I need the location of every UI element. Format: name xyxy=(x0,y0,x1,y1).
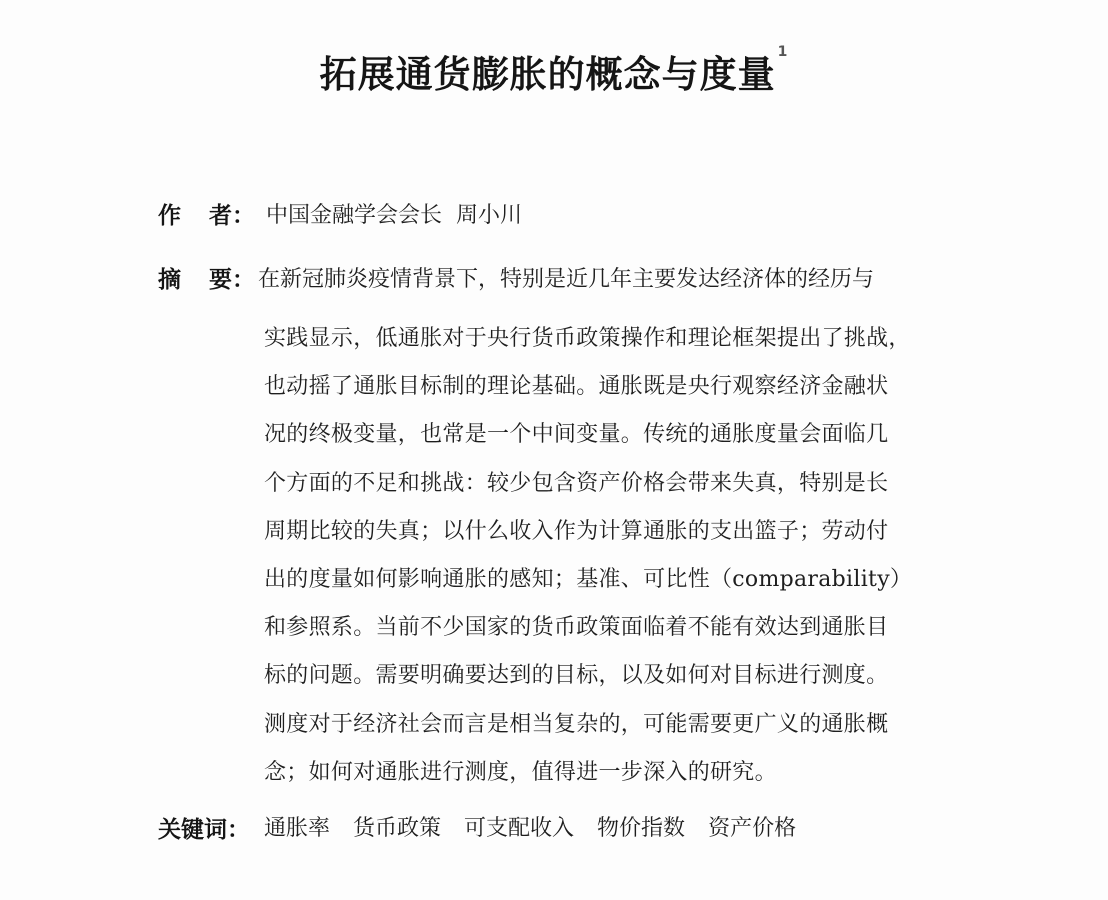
author-name: 周小川 xyxy=(456,203,523,228)
abstract-line: 周期比较的失真；以什么收入作为计算通胀的支出篮子；劳动付 xyxy=(264,518,889,544)
abstract-line: 标的问题。需要明确要达到的目标，以及如何对目标进行测度。 xyxy=(264,663,889,689)
author-line xyxy=(266,198,522,229)
abstract-line: 出的度量如何影响通胀的感知；基准、可比性（comparability） xyxy=(264,566,913,592)
abstract-line: 也动摇了通胀目标制的理论基础。通胀既是央行观察经济金融状 xyxy=(264,374,889,400)
abstract-line: 和参照系。当前不少国家的货币政策面临着不能有效达到通胀目 xyxy=(264,615,889,641)
author-label-char2: 者： xyxy=(209,203,255,229)
title-footnote-mark: 1 xyxy=(777,44,789,60)
abstract-line: 况的终极变量，也常是一个中间变量。传统的通胀度量会面临几 xyxy=(264,422,889,448)
keyword-item: 资产价格 xyxy=(708,816,797,841)
abstract-label-char1: 摘 xyxy=(158,267,181,293)
keywords-list xyxy=(264,811,812,842)
author-label xyxy=(158,197,255,230)
abstract-line: 测度对于经济社会而言是相当复杂的，可能需要更广义的通胀概 xyxy=(264,711,889,737)
keyword-item: 物价指数 xyxy=(597,816,686,841)
keywords-label: 关键词： xyxy=(158,817,250,843)
abstract-first-line: 在新冠肺炎疫情背景下，特别是近几年主要发达经济体的经历与 xyxy=(258,267,875,292)
author-affiliation: 中国金融学会会长 xyxy=(266,203,443,228)
abstract-line: 实践显示，低通胀对于央行货币政策操作和理论框架提出了挑战， xyxy=(264,326,911,351)
keyword-item: 通胀率 xyxy=(264,816,331,841)
document-title xyxy=(0,44,1108,98)
abstract-body xyxy=(264,315,1004,797)
abstract-line: 念；如何对通胀进行测度，值得进一步深入的研究。 xyxy=(264,759,777,785)
author-label-char1: 作 xyxy=(158,203,181,229)
keyword-item: 可支配收入 xyxy=(464,816,575,841)
keyword-item: 货币政策 xyxy=(353,816,442,841)
abstract-line: 个方面的不足和挑战：较少包含资产价格会带来失真，特别是长 xyxy=(264,470,889,496)
abstract-label xyxy=(158,261,255,294)
title-text: 拓展通货膨胀的概念与度量 xyxy=(319,53,776,96)
abstract-label-char2: 要： xyxy=(209,267,255,293)
